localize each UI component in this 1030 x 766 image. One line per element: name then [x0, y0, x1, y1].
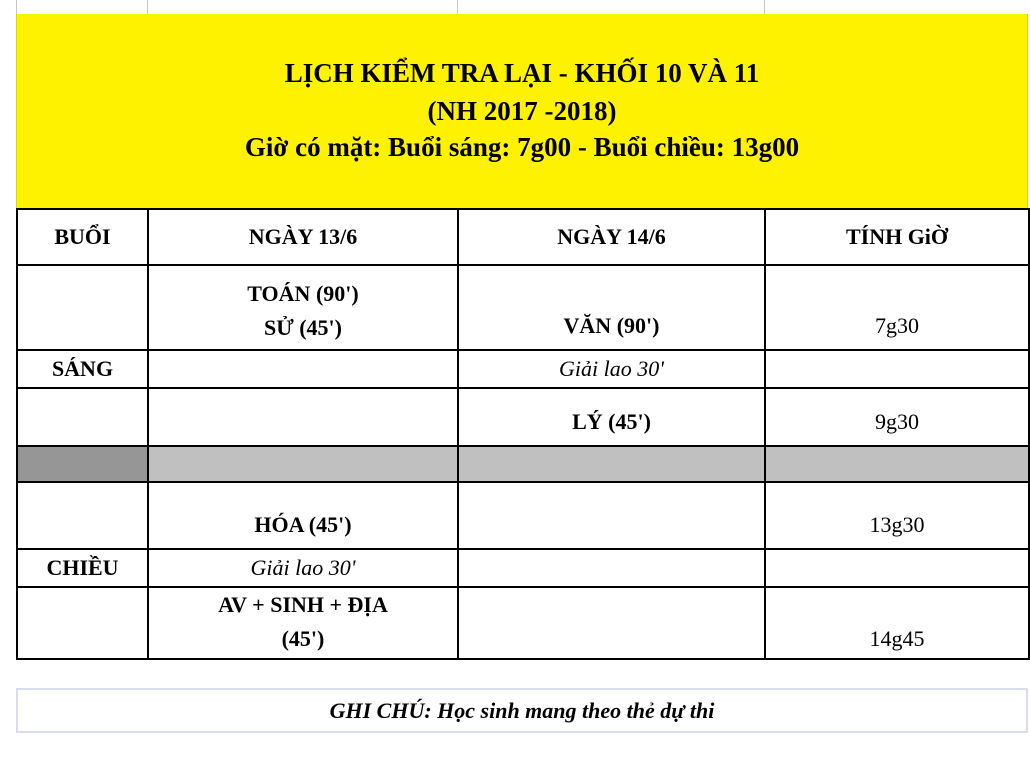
time-value: 9g30 [875, 409, 919, 434]
table-row [17, 265, 1029, 350]
gridline [147, 0, 148, 14]
table-row [17, 549, 1029, 587]
separator-cell [765, 446, 1029, 482]
separator-cell [17, 446, 148, 482]
break-note: Giải lao 30' [458, 350, 765, 388]
subject-duration: (45') [281, 626, 325, 651]
subject-cell [458, 265, 765, 350]
subject-cell [148, 587, 458, 659]
table-row [17, 587, 1029, 659]
note-box: GHI CHÚ: Học sinh mang theo thẻ dự thi [16, 688, 1028, 733]
session-cell [17, 388, 148, 446]
session-cell [17, 265, 148, 350]
separator-cell [458, 446, 765, 482]
empty-cell [148, 350, 458, 388]
empty-cell [458, 587, 765, 659]
header-time: TÍNH GiỜ [765, 209, 1029, 265]
subject-cell [148, 482, 458, 549]
time-cell [765, 587, 1029, 659]
gridline [764, 0, 765, 14]
exam-schedule-table [16, 208, 1030, 660]
session-label: SÁNG [17, 350, 148, 388]
time-cell [765, 265, 1029, 350]
separator-row [17, 446, 1029, 482]
subject-english-bio-geo: AV + SINH + ĐỊA [218, 592, 388, 617]
attendance-time: Giờ có mặt: Buổi sáng: 7g00 - Buổi chiều: 13g00 [244, 132, 800, 162]
header-day-14: NGÀY 14/6 [458, 209, 765, 265]
empty-cell [458, 482, 765, 549]
school-year: (NH 2017 -2018) [427, 96, 617, 126]
subject-math: TOÁN (90') [247, 281, 359, 306]
subject-cell [458, 388, 765, 446]
session-label: CHIỀU [17, 549, 148, 587]
subject-physics: LÝ (45') [572, 409, 651, 434]
break-note: Giải lao 30' [148, 549, 458, 587]
empty-cell [765, 549, 1029, 587]
table-row [17, 482, 1029, 549]
time-value: 13g30 [869, 512, 925, 537]
subject-cell [148, 265, 458, 350]
subject-literature: VĂN (90') [563, 313, 660, 338]
header-row [17, 209, 1029, 265]
subject-history: SỬ (45') [263, 315, 342, 340]
gridline [457, 0, 458, 14]
empty-cell [148, 388, 458, 446]
time-cell [765, 482, 1029, 549]
time-value: 14g45 [869, 626, 925, 651]
schedule-title: LỊCH KIỂM TRA LẠI - KHỐI 10 VÀ 11 [284, 58, 760, 88]
header-day-13: NGÀY 13/6 [148, 209, 458, 265]
time-cell [765, 388, 1029, 446]
separator-cell [148, 446, 458, 482]
table-row [17, 350, 1029, 388]
top-gridlines [16, 0, 1029, 14]
session-cell [17, 587, 148, 659]
empty-cell [458, 549, 765, 587]
subject-chemistry: HÓA (45') [254, 512, 352, 537]
title-banner [16, 14, 1028, 208]
empty-cell [765, 350, 1029, 388]
session-cell [17, 482, 148, 549]
time-value: 7g30 [875, 313, 919, 338]
header-session: BUỔI [17, 209, 148, 265]
table-row [17, 388, 1029, 446]
